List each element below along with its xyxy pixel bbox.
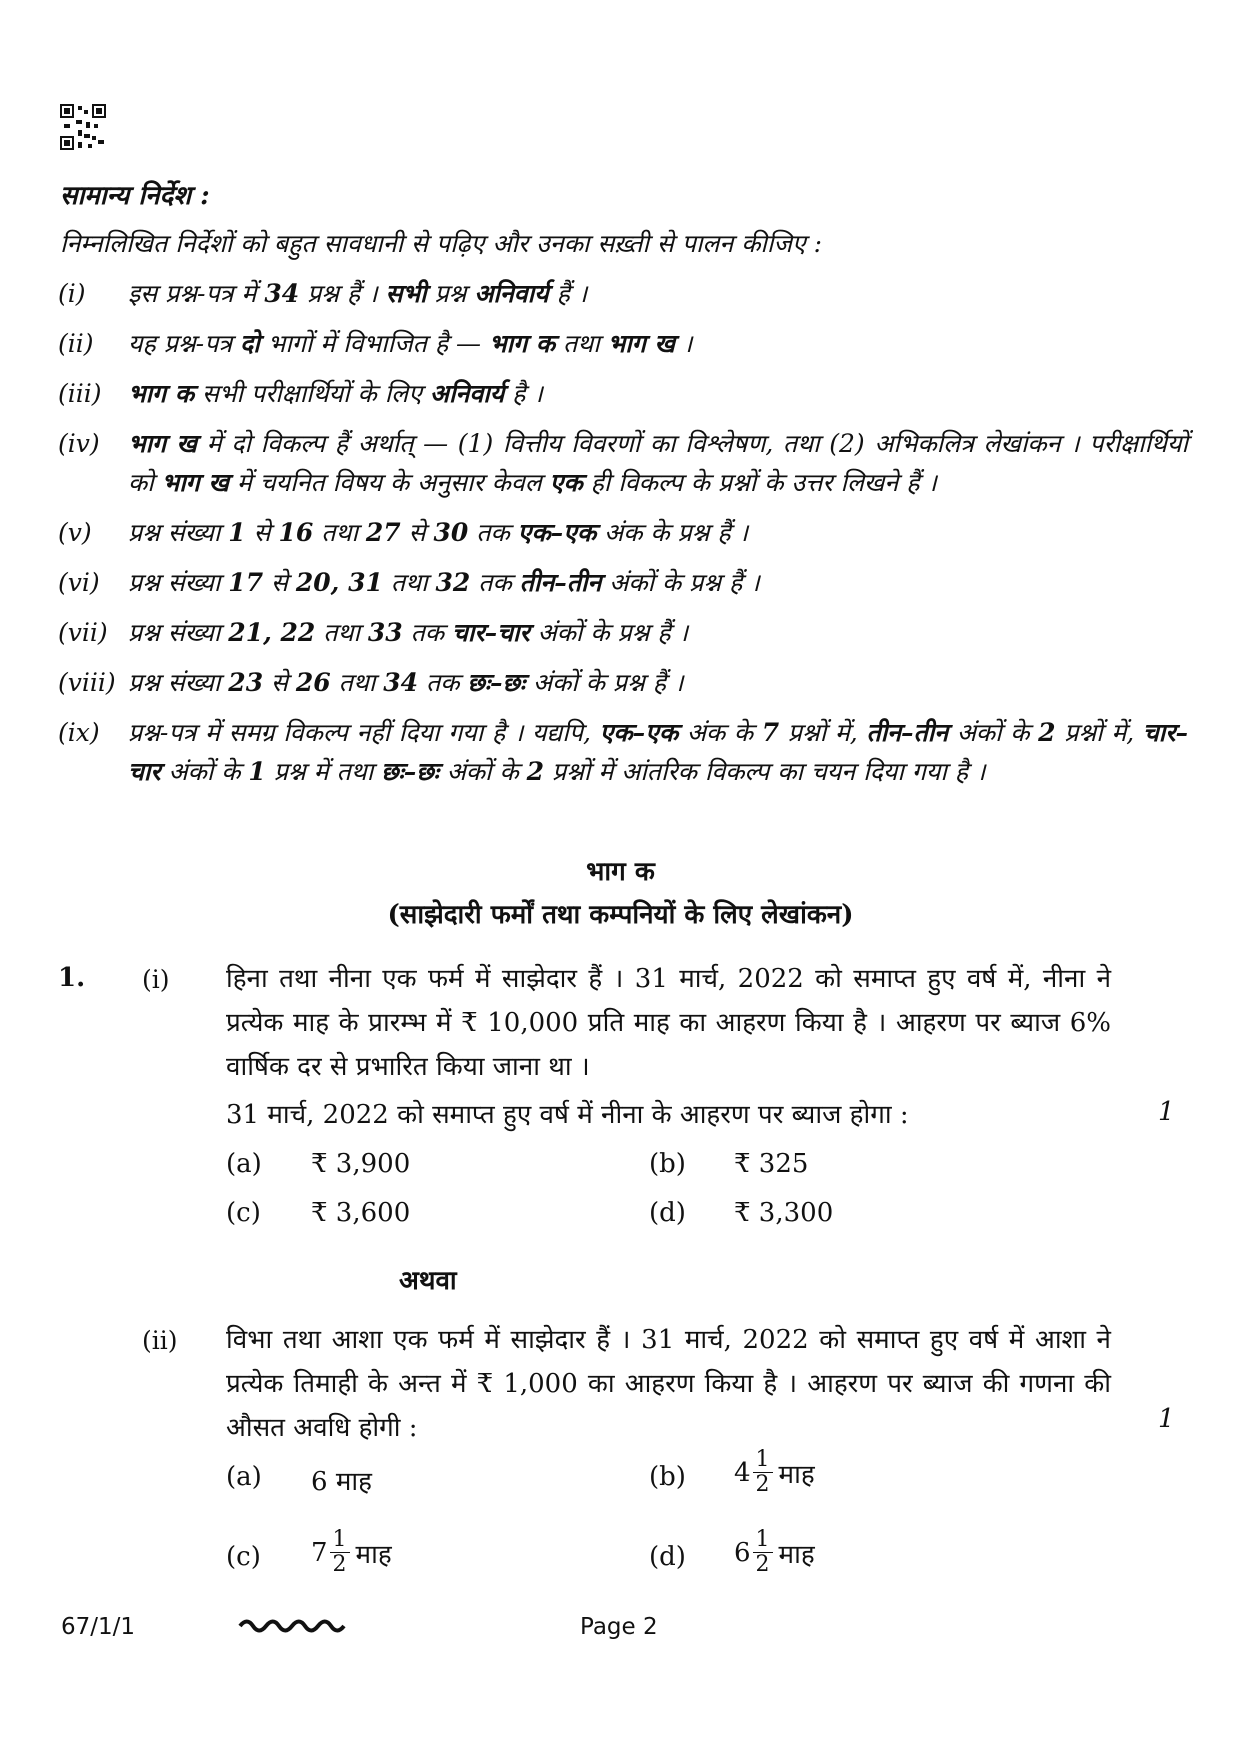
fraction-denominator: 2: [755, 1472, 770, 1497]
instruction-segment: प्रश्नों में,: [779, 718, 867, 747]
part-i-marks: 1: [1158, 1097, 1175, 1127]
instruction-segment: अंकों के: [438, 757, 527, 786]
instruction-emphasis: 30: [433, 518, 469, 547]
instruction-emphasis: 1: [248, 757, 266, 786]
option-label: (c): [226, 1198, 261, 1228]
instruction-segment: ।: [674, 329, 693, 358]
instruction-segment: तक: [402, 618, 453, 647]
instruction-segment: है ।: [504, 379, 543, 408]
instruction-number: (v): [58, 518, 92, 547]
instruction-item: [58, 513, 1188, 552]
instruction-text: [128, 613, 1188, 652]
instruction-segment: तथा: [330, 668, 384, 697]
option-label: (a): [226, 1462, 262, 1492]
instruction-segment: प्रश्न हैं ।: [299, 279, 386, 308]
instruction-segment: अंकों के: [948, 718, 1039, 747]
option-label: (a): [226, 1149, 262, 1179]
instruction-segment: से: [263, 668, 296, 697]
instruction-segment: तथा: [382, 568, 436, 597]
instruction-segment: तथा: [555, 329, 608, 358]
instruction-emphasis: 1: [228, 518, 246, 547]
instruction-segment: प्रश्न संख्या: [128, 518, 229, 547]
qr-code-icon: [60, 104, 106, 150]
instructions-title: सामान्य निर्देश :: [60, 181, 210, 211]
part-ii-label: (ii): [142, 1326, 178, 1355]
option-value: [734, 1528, 815, 1577]
instruction-segment: प्रश्नों में,: [1055, 718, 1143, 747]
instruction-emphasis: 20, 31: [295, 568, 383, 597]
instruction-emphasis: 32: [435, 568, 471, 597]
instruction-item: [58, 274, 1188, 313]
instruction-emphasis: 21, 22: [228, 618, 316, 647]
instruction-text: [128, 513, 1188, 552]
instruction-segment: अंक के प्रश्न हैं ।: [596, 518, 749, 547]
option-value: [311, 1462, 372, 1498]
instruction-segment: यह प्रश्न-पत्र: [128, 329, 241, 358]
instruction-emphasis: चार–चार: [452, 618, 530, 647]
option-whole: 4: [734, 1457, 751, 1488]
instruction-item: [58, 613, 1188, 652]
instructions-list: [58, 274, 1188, 802]
instruction-segment: से: [400, 518, 434, 547]
instruction-segment: प्रश्न संख्या: [128, 668, 229, 697]
instruction-item: [58, 324, 1188, 363]
option-value: ₹ 325: [734, 1149, 809, 1179]
instruction-number: (viii): [58, 668, 116, 697]
instruction-emphasis: एक–एक: [599, 718, 679, 747]
instruction-segment: तक: [468, 518, 518, 547]
instruction-emphasis: एक: [549, 468, 583, 497]
part-ii-text: विभा तथा आशा एक फर्म में साझेदार हैं । 31 मार्च, 2022 को समाप्त हुए वर्ष में आशा ने प्रत्येक तिमाही के अन्त में ₹ 1,000 का आहरण किया है । आहरण पर ब्याज की गणना की औसत अवधि होगी :: [226, 1325, 1111, 1443]
option-unit: माह: [335, 1467, 372, 1497]
instruction-text: [128, 424, 1188, 502]
instruction-emphasis: अनिवार्य: [429, 379, 505, 408]
instruction-segment: प्रश्न संख्या: [128, 568, 229, 597]
instruction-emphasis: 17: [228, 568, 264, 597]
instruction-segment: से: [245, 518, 279, 547]
instruction-text: [128, 274, 1188, 313]
instruction-segment: ही विकल्प के प्रश्नों के उत्तर लिखने हैं ।: [582, 468, 937, 497]
instruction-segment: भागों में विभाजित है —: [259, 329, 490, 358]
instruction-emphasis: 2: [1038, 718, 1056, 747]
instruction-segment: अंकों के प्रश्न हैं ।: [529, 618, 689, 647]
instruction-emphasis: 34: [264, 279, 300, 308]
instruction-emphasis: एक–एक: [517, 518, 597, 547]
instruction-emphasis: 2: [526, 757, 545, 786]
instruction-emphasis: तीन–तीन: [866, 718, 949, 747]
option-label: (b): [649, 1462, 686, 1492]
instruction-emphasis: सभी: [385, 279, 427, 308]
option-label: (c): [226, 1542, 261, 1572]
option-label: (b): [649, 1149, 686, 1179]
option-unit: माह: [778, 1539, 815, 1570]
instruction-segment: हैं ।: [548, 279, 588, 308]
instruction-emphasis: अनिवार्य: [474, 279, 549, 308]
option-fraction: [330, 1528, 350, 1577]
instruction-emphasis: 26: [295, 668, 331, 697]
instruction-emphasis: छः–छः: [467, 668, 526, 697]
option-fraction: [753, 1448, 773, 1497]
instruction-segment: प्रश्न-पत्र में समग्र विकल्प नहीं दिया गया है । यद्यपि,: [128, 718, 600, 747]
instruction-segment: प्रश्न में तथा: [265, 757, 382, 786]
paper-code: 67/1/1: [61, 1614, 136, 1640]
instruction-segment: तक: [418, 668, 468, 697]
instruction-emphasis: 34: [383, 668, 419, 697]
fraction-numerator: 1: [330, 1528, 350, 1553]
instruction-text: [128, 663, 1188, 702]
option-whole: 6: [311, 1467, 328, 1497]
instruction-number: (i): [58, 279, 86, 308]
fraction-denominator: 2: [332, 1552, 347, 1577]
part-ii-marks: 1: [1158, 1404, 1175, 1434]
instructions-intro: निम्नलिखित निर्देशों को बहुत सावधानी से पढ़िए और उनका सख़्ती से पालन कीजिए :: [60, 229, 823, 258]
instruction-segment: अंक के: [678, 718, 762, 747]
page-number: Page 2: [580, 1614, 658, 1640]
instruction-emphasis: 16: [278, 518, 314, 547]
instruction-segment: में दो विकल्प हैं अर्थात् — (1) वित्तीय विवरणों का विश्लेषण, तथा (2) अभिकलित्र लेखांकन । परीक्षार्थियों को: [128, 429, 1188, 497]
instruction-segment: प्रश्नों में आंतरिक विकल्प का चयन दिया गया है ।: [544, 757, 986, 786]
instruction-emphasis: चार–चार: [128, 718, 1188, 786]
or-separator: अथवा: [399, 1266, 457, 1296]
instruction-emphasis: भाग ख: [607, 329, 675, 358]
instruction-item: [58, 563, 1188, 602]
instruction-segment: सभी परीक्षार्थियों के लिए: [194, 379, 430, 408]
instruction-number: (iii): [58, 379, 102, 408]
instruction-emphasis: भाग ख: [161, 468, 229, 497]
instruction-text: [128, 713, 1188, 791]
instruction-emphasis: 23: [228, 668, 264, 697]
instruction-segment: तथा: [313, 518, 366, 547]
instruction-emphasis: छः–छः: [381, 757, 439, 786]
instruction-segment: में चयनित विषय के अनुसार केवल: [228, 468, 550, 497]
option-fraction: [753, 1528, 773, 1577]
fraction-numerator: 1: [753, 1528, 773, 1553]
instruction-number: (iv): [58, 429, 100, 458]
instruction-emphasis: भाग क: [128, 379, 195, 408]
option-value: [311, 1528, 392, 1577]
section-title: भाग क: [586, 857, 655, 887]
option-value: [734, 1448, 815, 1497]
instruction-text: [128, 563, 1188, 602]
option-value: ₹ 3,900: [311, 1149, 411, 1179]
instruction-segment: तथा: [315, 618, 368, 647]
instruction-emphasis: 7: [761, 718, 780, 747]
instruction-segment: इस प्रश्न-पत्र में: [128, 279, 265, 308]
instruction-number: (vii): [58, 618, 108, 647]
instruction-emphasis: भाग क: [489, 329, 556, 358]
tilde-ornament-icon: [238, 1614, 348, 1634]
option-value: ₹ 3,300: [734, 1198, 834, 1228]
instruction-number: (ix): [58, 718, 100, 747]
option-unit: माह: [778, 1459, 815, 1490]
part-i-label: (i): [142, 965, 170, 994]
instruction-segment: से: [263, 568, 296, 597]
instruction-segment: अंकों के प्रश्न हैं ।: [525, 668, 684, 697]
option-value: ₹ 3,600: [311, 1198, 411, 1228]
instruction-emphasis: भाग ख: [128, 429, 197, 458]
instruction-text: [128, 324, 1188, 363]
instruction-text: [128, 374, 1188, 413]
fraction-numerator: 1: [753, 1448, 773, 1473]
option-whole: 7: [311, 1537, 328, 1568]
option-label: (d): [649, 1542, 686, 1572]
instruction-emphasis: तीन–तीन: [519, 568, 602, 597]
instruction-number: (vi): [58, 568, 100, 597]
part-i-prompt: 31 मार्च, 2022 को समाप्त हुए वर्ष में नीना के आहरण पर ब्याज होगा :: [226, 1100, 909, 1130]
instruction-emphasis: दो: [240, 329, 260, 358]
option-label: (d): [649, 1198, 686, 1228]
instruction-segment: अंकों के: [160, 757, 249, 786]
instruction-segment: अंकों के प्रश्न हैं ।: [601, 568, 760, 597]
instruction-item: [58, 374, 1188, 413]
instruction-number: (ii): [58, 329, 94, 358]
instruction-item: [58, 663, 1188, 702]
option-unit: माह: [355, 1539, 392, 1570]
option-whole: 6: [734, 1537, 751, 1568]
question-number: 1.: [58, 963, 86, 993]
instruction-segment: प्रश्न संख्या: [128, 618, 229, 647]
instruction-segment: प्रश्न: [426, 279, 475, 308]
instruction-emphasis: 33: [367, 618, 403, 647]
section-subtitle: (साझेदारी फर्मों तथा कम्पनियों के लिए लेखांकन): [387, 900, 854, 930]
part-i-text: हिना तथा नीना एक फर्म में साझेदार हैं । 31 मार्च, 2022 को समाप्त हुए वर्ष में, नीना ने प्रत्येक माह के प्रारम्भ में ₹ 10,000 प्रति माह का आहरण किया है । आहरण पर ब्याज 6% वार्षिक दर से प्रभारित किया जाना था ।: [226, 964, 1111, 1082]
instruction-segment: तक: [470, 568, 520, 597]
instruction-item: [58, 713, 1188, 791]
instruction-emphasis: 27: [365, 518, 401, 547]
fraction-denominator: 2: [755, 1552, 770, 1577]
instruction-item: [58, 424, 1188, 502]
